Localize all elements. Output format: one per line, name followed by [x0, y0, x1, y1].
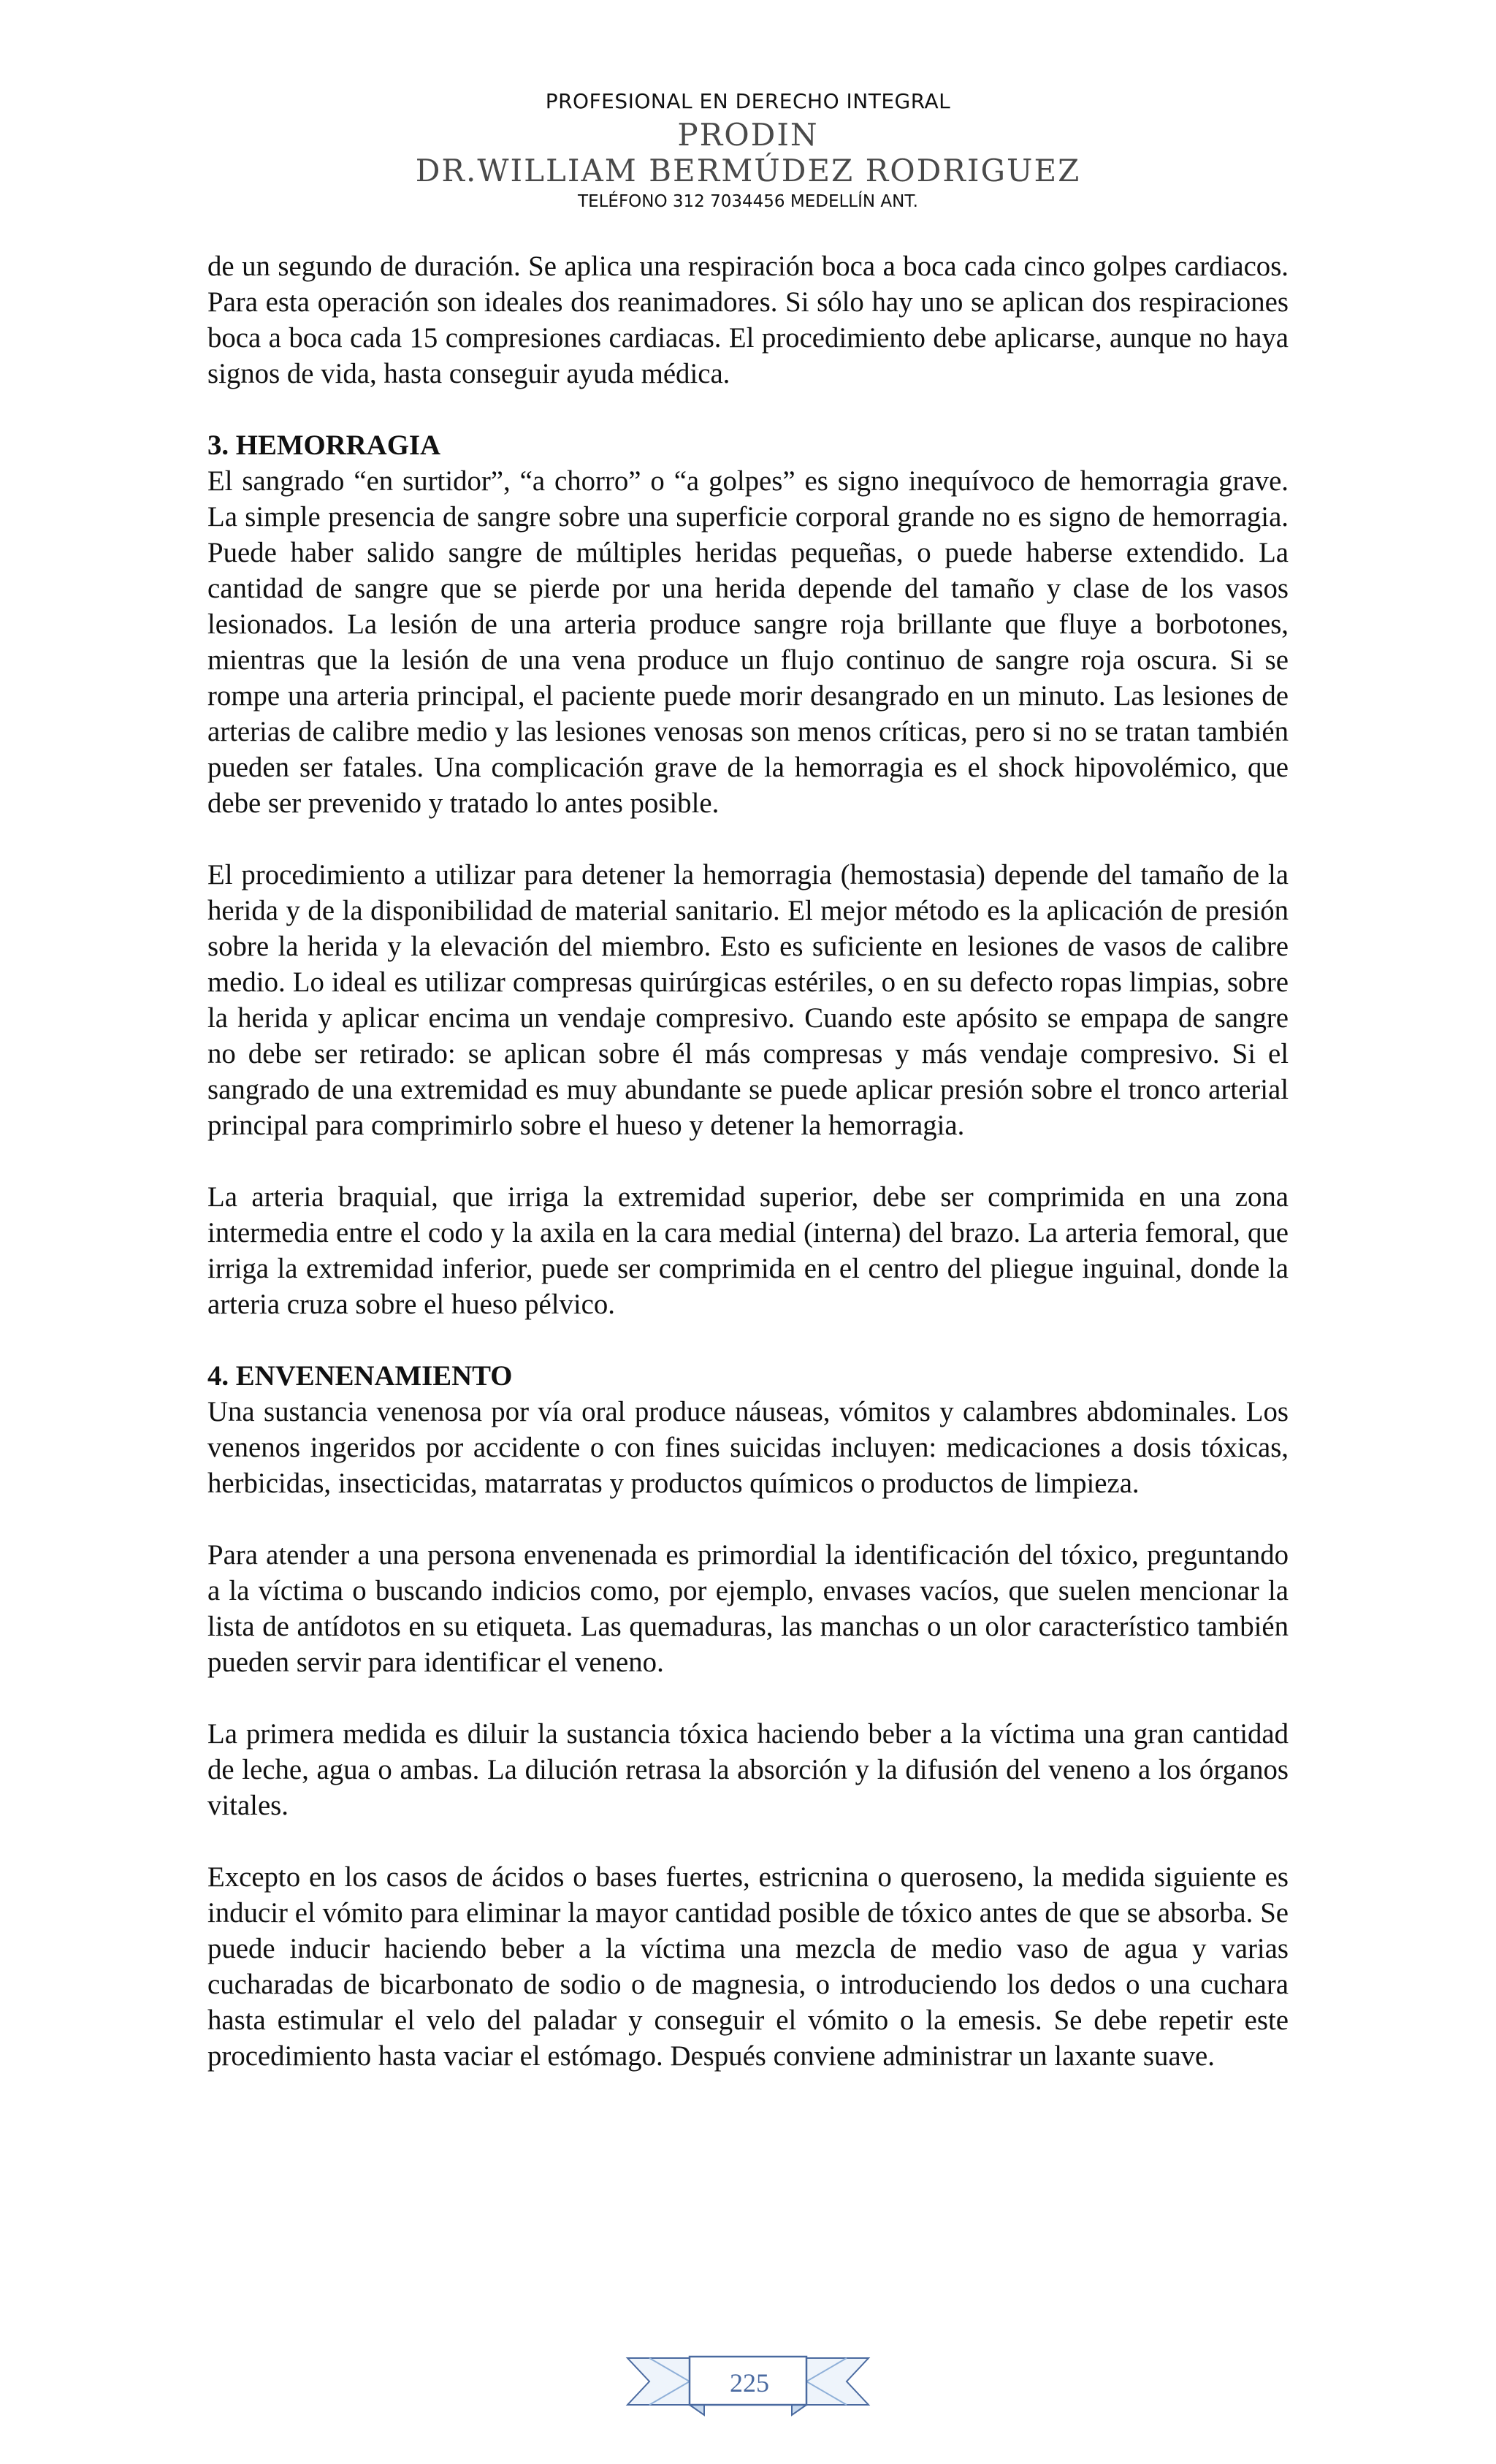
section-heading-envenenamiento: 4. ENVENENAMIENTO	[207, 1360, 513, 1392]
header-profession: PROFESIONAL EN DERECHO INTEGRAL	[545, 89, 951, 113]
page-header	[0, 86, 1496, 215]
hemorragia-paragraph-1: El sangrado “en surtidor”, “a chorro” o “a golpes” es signo inequívoco de hemorragia grave. La simple presencia de sangre sobre una superficie corporal grande no es signo de hemorragia. Puede haber salido sangre de múltiples heridas pequeñas, o puede haberse extendido. La cantidad de sangre que se pierde por una herida depende del tamaño y clase de los vasos lesionados. La lesión de una arteria produce sangre roja brillante que fluye a borbotones, mientras que la lesión de una vena produce un flujo continuo de sangre roja oscura. Si se rompe una arteria principal, el paciente puede morir desangrado en un minuto. Las lesiones de arterias de calibre medio y las lesiones venosas son menos críticas, pero si no se tratan también pueden ser fatales. Una complicación grave de la hemorragia es el shock hipovolémico, que debe ser prevenido y tratado lo antes posible.	[207, 465, 1289, 819]
page-number: 225	[730, 2368, 769, 2398]
intro-paragraph: de un segundo de duración. Se aplica una respiración boca a boca cada cinco golpes cardiacos. Para esta operación son ideales dos reanimadores. Si sólo hay uno se aplican dos respiraciones boca a boca cada 15 compresiones cardiacas. El procedimiento debe aplicarse, aunque no haya signos de vida, hasta conseguir ayuda médica.	[207, 251, 1289, 389]
envenenamiento-paragraph-3: La primera medida es diluir la sustancia tóxica haciendo beber a la víctima una gran cantidad de leche, agua o ambas. La dilución retrasa la absorción y la difusión del veneno a los órganos vitales.	[207, 1718, 1289, 1821]
header-name: DR.WILLIAM BERMÚDEZ RODRIGUEZ	[415, 153, 1081, 188]
section-heading-hemorragia: 3. HEMORRAGIA	[207, 430, 440, 461]
header-acronym: PRODIN	[677, 117, 819, 153]
envenenamiento-paragraph-4: Excepto en los casos de ácidos o bases fuertes, estricnina o queroseno, la medida siguiente es inducir el vómito para eliminar la mayor cantidad posible de tóxico antes de que se absorba. Se puede inducir haciendo beber a la víctima una mezcla de medio vaso de agua y varias cucharadas de bicarbonato de sodio o de magnesia, o introduciendo los dedos o una cuchara hasta estimular el velo del paladar y conseguir el vómito o la emesis. Se debe repetir este procedimiento hasta vaciar el estómago. Después conviene administrar un laxante suave.	[207, 1861, 1289, 2072]
page-footer	[0, 2342, 1496, 2422]
envenenamiento-paragraph-2: Para atender a una persona envenenada es primordial la identificación del tóxico, preguntando a la víctima o buscando indicios como, por ejemplo, envases vacíos, que suelen mencionar la lista de antídotos en su etiqueta. Las quemaduras, las manchas o un olor característico también pueden servir para identificar el veneno.	[207, 1539, 1289, 1678]
page-content	[207, 248, 1289, 2074]
hemorragia-paragraph-3: La arteria braquial, que irriga la extremidad superior, debe ser comprimida en una zona intermedia entre el codo y la axila en la cara medial (interna) del brazo. La arteria femoral, que irriga la extremidad inferior, puede ser comprimida en el centro del pliegue inguinal, donde la arteria cruza sobre el hueso pélvico.	[207, 1181, 1289, 1320]
header-phone: TELÉFONO 312 7034456 MEDELLÍN ANT.	[578, 192, 918, 211]
hemorragia-paragraph-2: El procedimiento a utilizar para detener la hemorragia (hemostasia) depende del tamaño de la herida y de la disponibilidad de material sanitario. El mejor método es la aplicación de presión sobre la herida y la elevación del miembro. Esto es suficiente en lesiones de vasos de calibre medio. Lo ideal es utilizar compresas quirúrgicas estériles, o en su defecto ropas limpias, sobre la herida y aplicar encima un vendaje compresivo. Cuando este apósito se empapa de sangre no debe ser retirado: se aplican sobre él más compresas y más vendaje compresivo. Si el sangrado de una extremidad es muy abundante se puede aplicar presión sobre el tronco arterial principal para comprimirlo sobre el hueso y detener la hemorragia.	[207, 859, 1289, 1141]
envenenamiento-paragraph-1: Una sustancia venenosa por vía oral produce náuseas, vómitos y calambres abdominales. Los venenos ingeridos por accidente o con fines suicidas incluyen: medicaciones a dosis tóxicas, herbicidas, insecticidas, matarratas y productos químicos o productos de limpieza.	[207, 1396, 1289, 1499]
